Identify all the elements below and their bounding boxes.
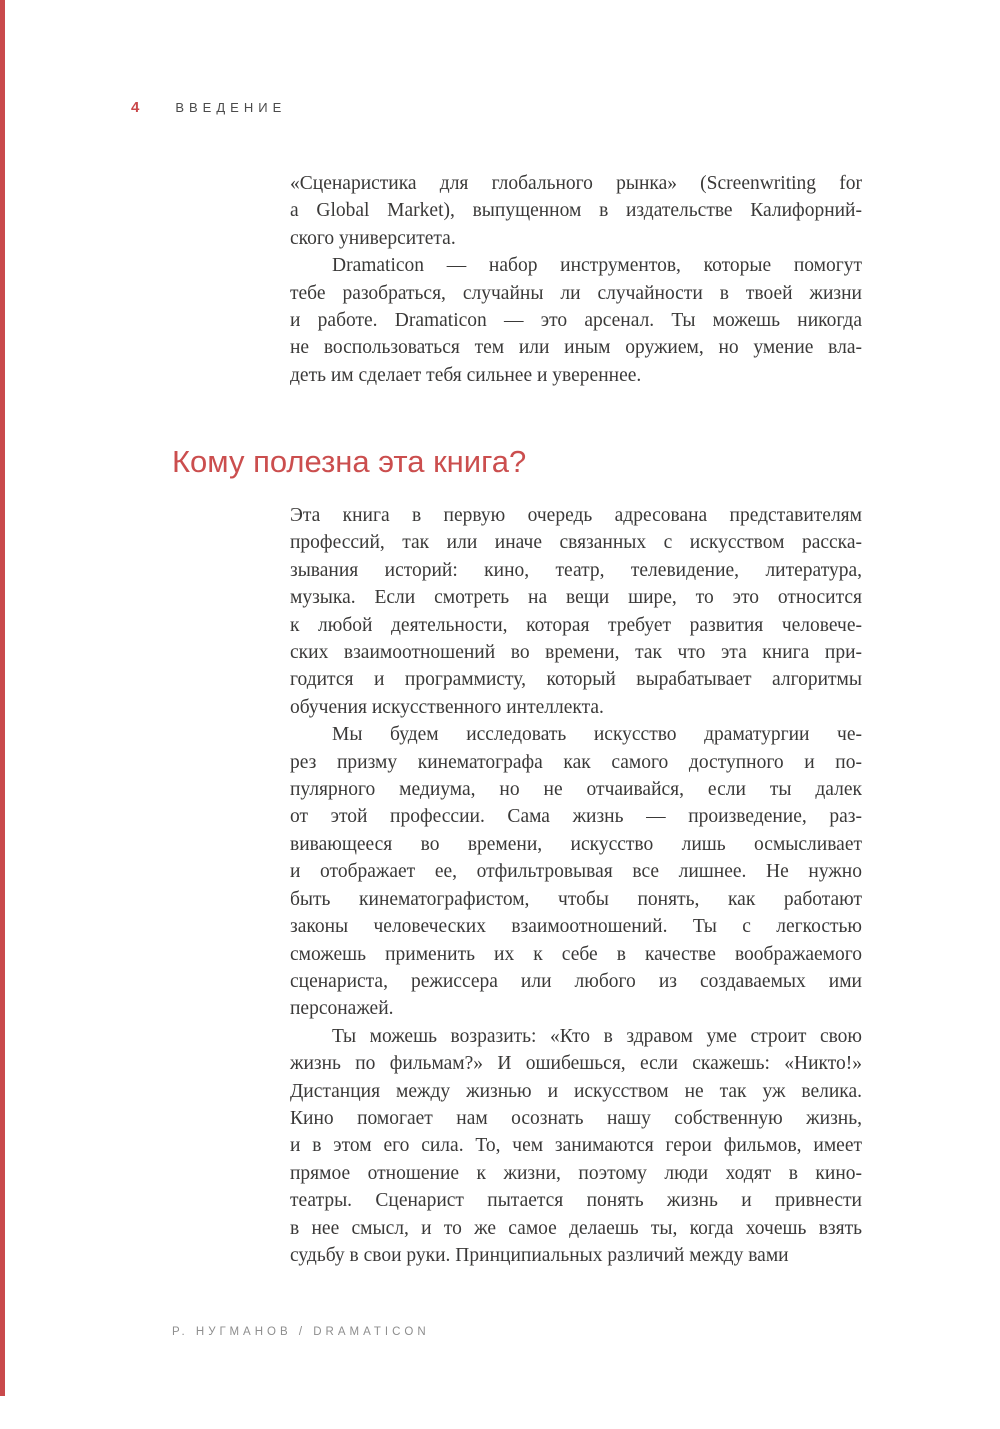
text-line: и в этом его сила. То, чем занимаются герои фильмов, имеет [290,1135,862,1157]
text-line: a Global Market), выпущенном в издательстве Калифорний- [290,200,862,222]
text-line: в нее смысл, и то же самое делаешь ты, когда хочешь взять [290,1217,862,1239]
text-line: ского университета. [290,227,456,249]
page-number: 4 [131,99,141,116]
text-line: Дистанция между жизнью и искусством не так уж велика. [290,1080,862,1102]
text-line: вивающееся во времени, искусство лишь осмысливает [290,833,862,855]
text-line: годится и программисту, который вырабатывает алгоритмы [290,669,862,691]
text-line: пулярного медиума, но не отчаивайся, если ты далек [290,779,862,801]
text-line: быть кинематографистом, чтобы понять, как работают [290,888,862,910]
text-line: и работе. Dramaticon — это арсенал. Ты можешь никогда [290,310,862,332]
text-line: Мы будем исследовать искусство драматургии че- [332,724,862,746]
page-footer: Р. НУГМАНОВ / DRAMATICON [172,1326,430,1338]
running-title: ВВЕДЕНИЕ [175,100,287,115]
text-line: и отображает ее, отфильтровывая все лишнее. Не нужно [290,861,862,883]
paragraph [290,1023,862,1270]
text-line: законы человеческих взаимоотношений. Ты с легкостью [290,916,862,938]
text-line: «Сценаристика для глобального рынка» (Screenwriting for [290,173,862,194]
text-line: Ты можешь возразить: «Кто в здравом уме строит свою [332,1025,862,1047]
text-line: Dramaticon — набор инструментов, которые помогут [332,255,862,277]
text-line: персонажей. [290,998,394,1020]
text-line: жизнь по фильмам?» И ошибешься, если скажешь: «Никто!» [290,1053,862,1075]
text-line: ских взаимоотношений во времени, так что эта книга при- [290,642,862,664]
section-heading: Кому полезна эта книга? [172,444,527,479]
text-line: деть им сделает тебя сильнее и увереннее. [290,364,642,386]
text-line: Кино помогает нам осознать нашу собственную жизнь, [290,1107,862,1129]
paragraph [290,721,862,1022]
text-line: тебе разобраться, случайны ли случайности в твоей жизни [290,282,862,304]
chapter-edge-strip [0,0,5,1396]
text-line: театры. Сценарист пытается понять жизнь и привнести [290,1190,862,1212]
text-line: зывания историй: кино, театр, телевидение, литература, [290,559,862,581]
text-line: музыка. Если смотреть на вещи шире, то это относится [290,587,862,609]
text-line: Эта книга в первую очередь адресована представителям [290,505,862,526]
text-line: не воспользоваться тем или иным оружием, но умение вла- [290,337,862,359]
text-line: к любой деятельности, которая требует развития человече- [290,614,862,636]
section-text-block [290,502,862,1269]
text-line: прямое отношение к жизни, поэтому люди ходят в кино- [290,1162,862,1184]
text-line: сможешь применить их к себе в качестве воображаемого [290,943,862,965]
paragraph [290,170,862,252]
text-line: обучения искусственного интеллекта. [290,696,604,718]
intro-text-block [290,170,862,389]
running-header [131,99,286,116]
text-line: судьбу в свои руки. Принципиальных различий между вами [290,1244,789,1266]
text-line: рез призму кинематографа как самого доступного и по- [290,751,862,773]
paragraph [290,252,862,389]
text-line: профессий, так или иначе связанных с искусством расска- [290,532,862,554]
text-line: сценариста, режиссера или любого из создаваемых ими [290,970,862,992]
text-line: от этой профессии. Сама жизнь — произведение, раз- [290,806,862,828]
paragraph [290,502,862,721]
